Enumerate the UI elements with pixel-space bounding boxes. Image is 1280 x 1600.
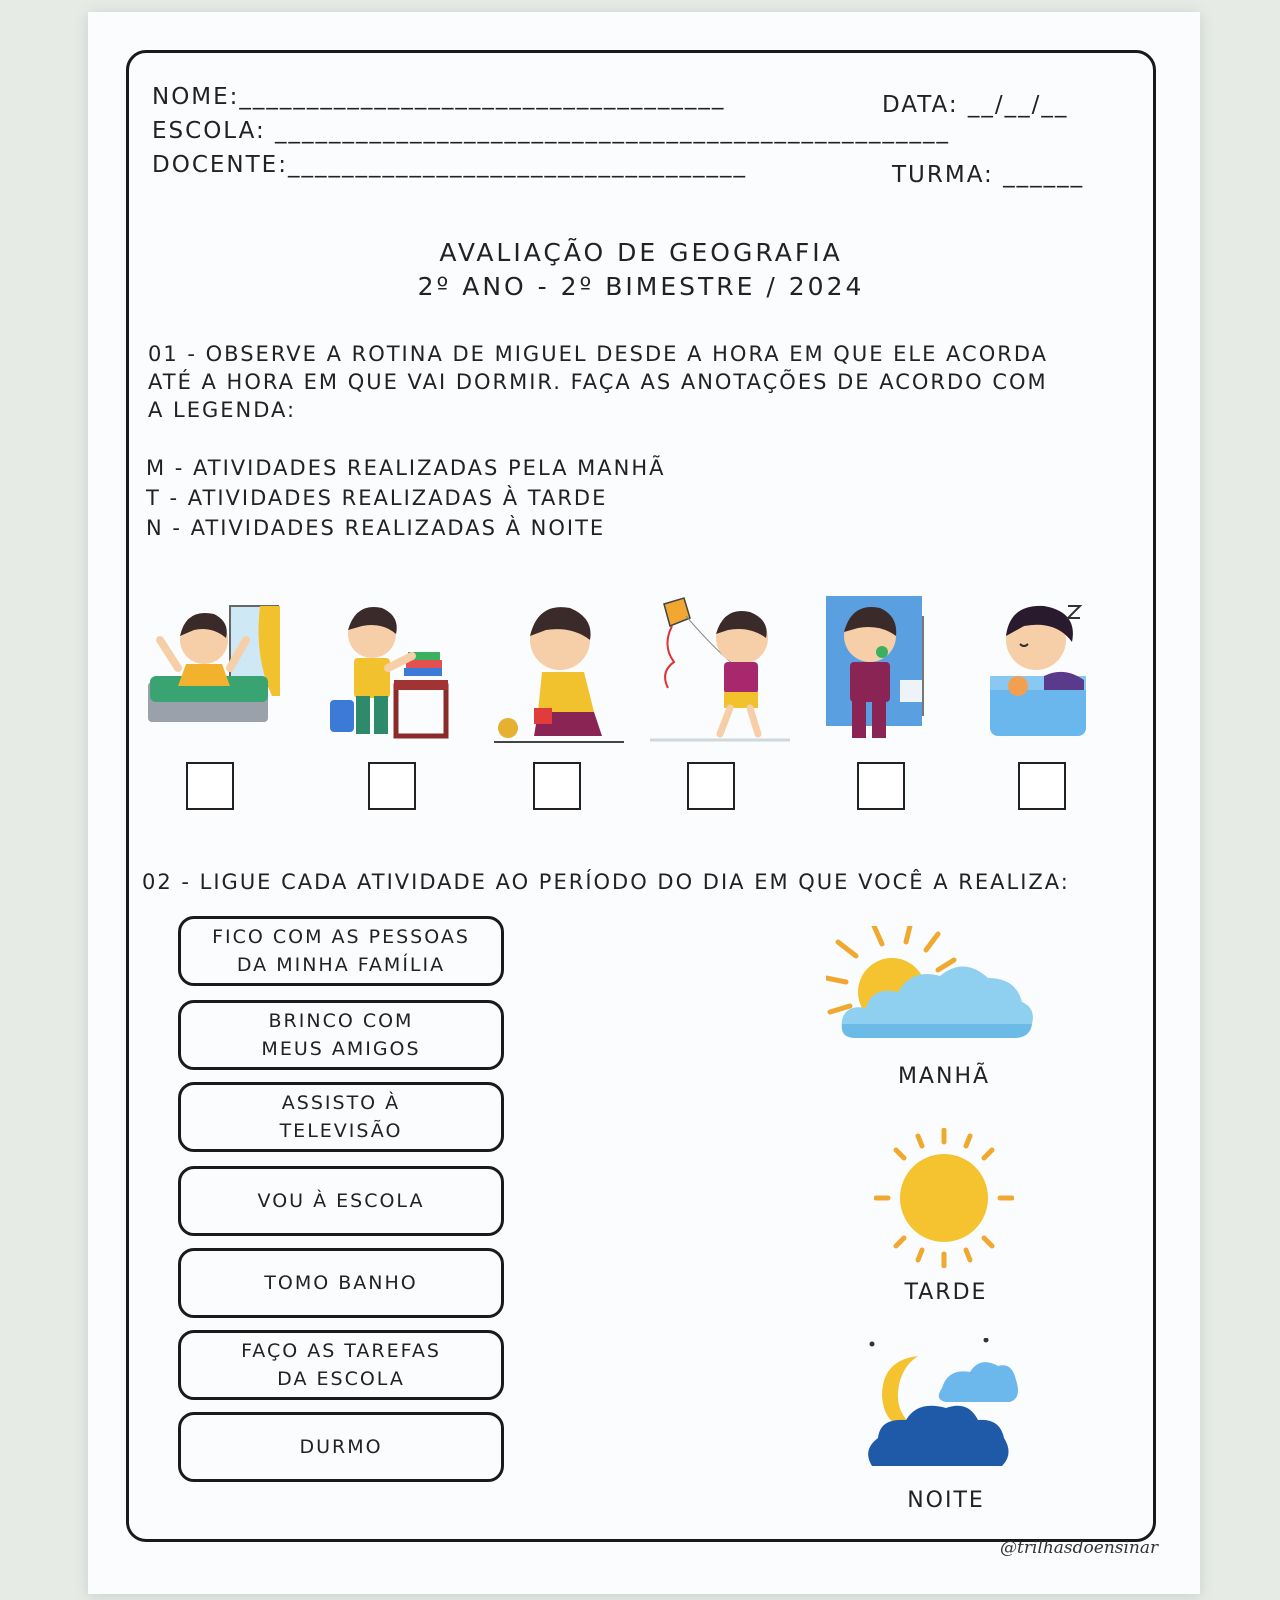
morning-sun-cloud-icon[interactable] [826,926,1036,1050]
page-title: AVALIAÇÃO DE GEOGRAFIA [439,238,843,267]
activity-sleep-label: DURMO [299,1436,383,1458]
q1-text-line1: 01 - OBSERVE A ROTINA DE MIGUEL DESDE A HORA EM QUE ELE ACORDA [148,342,1049,366]
activity-family-line1: FICO COM AS PESSOAS [212,926,470,948]
legend-morning: M - ATIVIDADES REALIZADAS PELA MANHÃ [146,456,666,480]
activity-sleep[interactable] [178,1412,504,1482]
answer-box-1[interactable] [186,762,234,810]
activity-bath-label: TOMO BANHO [264,1272,418,1294]
activity-homework-line2: DA ESCOLA [277,1368,405,1390]
answer-box-5[interactable] [857,762,905,810]
activity-homework-line1: FAÇO AS TAREFAS [241,1340,441,1362]
activity-homework[interactable] [178,1330,504,1400]
q1-text-line2: ATÉ A HORA EM QUE VAI DORMIR. FAÇA AS ANOTAÇÕES DE ACORDO COM [148,370,1048,394]
legend-afternoon: T - ATIVIDADES REALIZADAS À TARDE [146,486,608,510]
activity-television-line2: TELEVISÃO [279,1120,403,1142]
activity-friends-line2: MEUS AMIGOS [261,1038,421,1060]
night-moon-cloud-icon[interactable] [862,1338,1022,1478]
activity-friends-line1: BRINCO COM [268,1010,414,1032]
date-field: DATA: __/__/__ [882,92,1069,118]
period-night-label: NOITE [907,1488,985,1513]
activity-television[interactable] [178,1082,504,1152]
period-afternoon-label: TARDE [904,1280,988,1305]
legend-night: N - ATIVIDADES REALIZADAS À NOITE [146,516,606,540]
activity-school-label: VOU À ESCOLA [257,1190,425,1212]
homework-illustration [326,596,466,750]
playing-illustration [494,596,634,750]
watermark: @trilhasdoensinar [1000,1538,1159,1558]
school-field: ESCOLA: __________________________________________________ [152,118,951,144]
activity-bath[interactable] [178,1248,504,1318]
activity-family-line2: DA MINHA FAMÍLIA [236,954,446,976]
q1-text-line3: A LEGENDA: [148,398,297,422]
q2-instruction: 02 - LIGUE CADA ATIVIDADE AO PERÍODO DO DIA EM QUE VOCÊ A REALIZA: [142,870,1070,894]
period-morning-label: MANHÃ [897,1064,991,1089]
activity-family[interactable] [178,916,504,986]
activity-television-line1: ASSISTO À [281,1092,401,1114]
sleeping-illustration [984,596,1124,750]
activity-school[interactable] [178,1166,504,1236]
answer-box-6[interactable] [1018,762,1066,810]
afternoon-sun-icon[interactable] [874,1128,1014,1268]
activity-friends[interactable] [178,1000,504,1070]
name-field: NOME:____________________________________ [152,84,726,110]
teacher-field: DOCENTE:__________________________________ [152,152,747,178]
answer-box-4[interactable] [687,762,735,810]
answer-box-2[interactable] [368,762,416,810]
class-field: TURMA: ______ [892,162,1085,188]
waking-up-illustration [142,596,282,750]
page-subtitle: 2º ANO - 2º BIMESTRE / 2024 [417,272,865,301]
answer-box-3[interactable] [533,762,581,810]
flying-kite-illustration [650,596,790,750]
brushing-teeth-illustration [826,596,966,750]
